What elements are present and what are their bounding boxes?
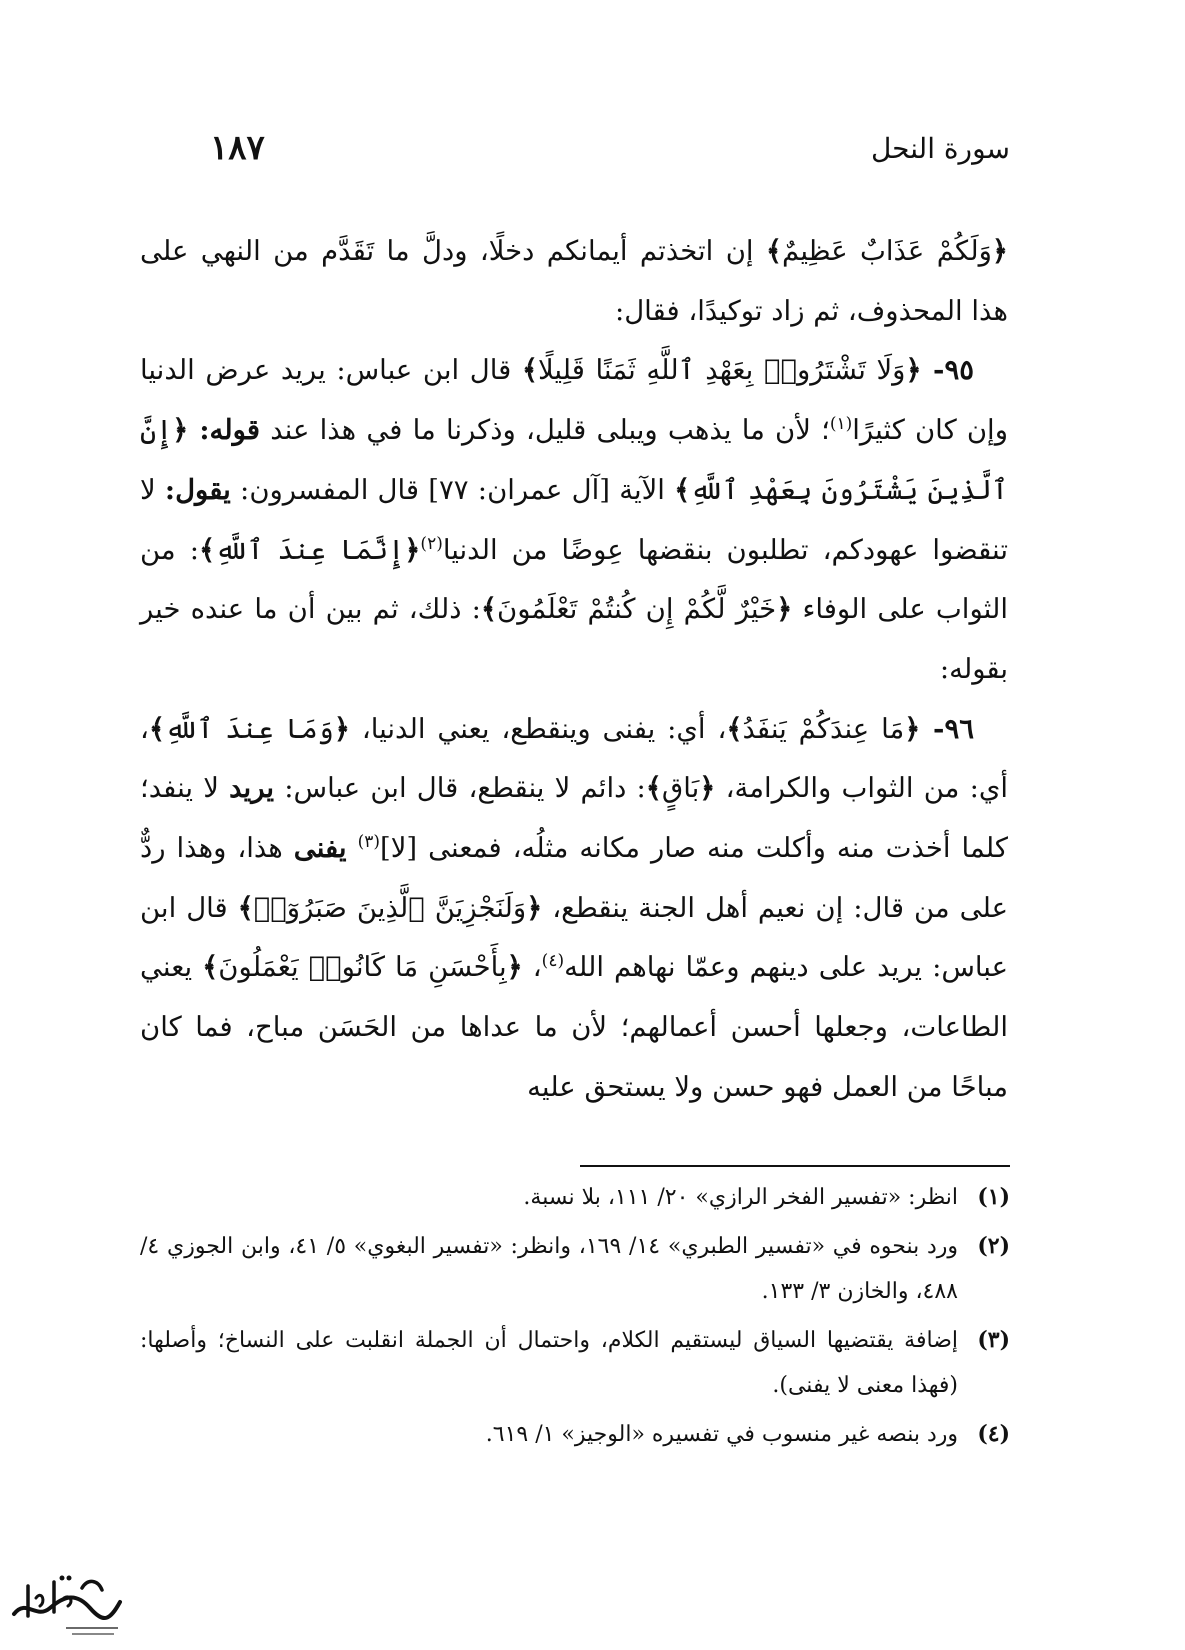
footnote-mark: (٤) [977,1421,1010,1447]
quran-quote: مَا عِندَكُمْ يَنفَدُ [742,712,905,745]
bold-term: قوله: [188,414,261,447]
quran-quote: وَلَنَجْزِيَنَّ ٱلَّذِينَ صَبَرُوٓا۟ [253,891,527,924]
quran-open-bracket: ﴿ [526,891,543,924]
quran-open-bracket: ﴿ [404,533,421,566]
footnotes [140,1175,1010,1461]
quran-close-bracket: ﴾ [645,772,662,805]
footnote-text: انظر: «تفسير الفخر الرازي» ٢٠/ ١١١، بلا نسبة. [523,1185,958,1210]
body-text-run: لا ينفد؛ كلما أخذت منه وأكلت منه صار مكانه مثلُه، فمعنى [لا] [140,772,1009,865]
quran-quote: وَلَكُمْ عَذَابٌ عَظِيمٌ [782,235,992,267]
quran-open-bracket: ﴿ [699,772,716,805]
quran-quote: وَلَا تَشْتَرُوا۟ بِعَهْدِ ٱللَّهِ ثَمَنًا قَلِيلًا [537,354,906,387]
footnote-separator [580,1165,1010,1167]
quran-open-bracket: ﴿ [776,593,793,626]
quran-close-bracket: ﴾ [765,235,783,267]
bold-term: يفنى [293,832,347,865]
footnote-ref[interactable]: (١) [829,413,853,434]
verse-number: ٩٦- [920,712,974,745]
quran-close-bracket: ﴾ [237,891,254,924]
bold-term: يقول: [164,473,231,506]
quran-open-bracket: ﴿ [991,235,1008,267]
footnote-3 [140,1318,1010,1408]
footnote-text: إضافة يقتضيها السياق ليستقيم الكلام، واحتمال أن الجملة انقلبت على النساخ؛ وأصلها: (فهذا معنى لا يفنى). [140,1328,958,1398]
body-text-run: يعني الطاعات، وجعلها أحسن أعمالهم؛ لأن ما عداها من الحَسَن مباح، فما كان مباحًا من العمل فهو حسن ولا يستحق عليه [140,951,1008,1103]
quran-close-bracket: ﴾ [521,354,538,387]
quran-quote: بِأَحْسَنِ مَا كَانُوا۟ يَعْمَلُونَ [218,951,507,984]
quran-open-bracket: ﴿ [333,712,350,745]
body-text-run: : من الثواب على الوفاء [140,533,1008,626]
paragraph-1 [140,222,1008,341]
body-text-run: إن اتخذتم أيمانكم دخلًا، ودلَّ ما تَقَدَّم من النهي على هذا المحذوف، ثم زاد توكيدًا، فقال: [140,235,1008,327]
quran-quote: إِنَّمَا عِندَ ٱللَّهِ [215,533,405,566]
verse-number: ٩٥- [921,354,974,387]
quran-close-bracket: ﴾ [726,712,743,745]
quran-quote: إِنَّ ٱلَّذِينَ يَشْتَرُونَ بِعَهْدِ ٱللَّهِ [140,414,1009,506]
body-text-run: : دائم لا ينقطع، قال ابن عباس: [274,772,646,805]
body-text-run: ، [522,951,542,984]
quran-quote: وَمَا عِندَ ٱللَّهِ [165,712,334,745]
footnote-ref[interactable]: (٣) [357,831,380,852]
surah-title: سورة النحل [870,132,1010,165]
page-number: ١٨٧ [210,128,265,168]
quran-open-bracket: ﴿ [506,951,523,984]
body-text-run: ، أي: من الثواب والكرامة، [140,712,1008,805]
quran-close-bracket: ﴾ [148,712,166,745]
page-header [140,128,1010,178]
footnote-mark: (١) [977,1184,1010,1210]
footnote-mark: (٢) [977,1233,1010,1259]
body-text-run: ؛ لأن ما يذهب ويبلى قليل، وذكرنا ما في هذا عند [260,414,830,447]
footnote-ref[interactable]: (٤) [541,951,565,972]
paragraph-verse-96 [140,700,1008,1118]
bold-term: يريد [229,772,275,805]
publisher-logo [6,1568,126,1640]
footnote-text: ورد بنصه غير منسوب في تفسيره «الوجيز» ١/ ٦١٩. [485,1422,958,1447]
footnote-ref[interactable]: (٢) [420,533,443,554]
quran-close-bracket: ﴾ [198,533,216,566]
body-text-run: الآية [آل عمران: ٧٧] قال المفسرون: [230,473,675,506]
main-text [140,222,1008,1118]
quran-open-bracket: ﴿ [172,414,189,447]
body-text-run: قال ابن عباس: يريد عرض الدنيا وإن كان كثيرًا [140,354,1008,447]
quran-open-bracket: ﴿ [905,354,922,387]
quran-close-bracket: ﴾ [202,951,219,984]
footnote-mark: (٣) [977,1327,1010,1353]
footnote-text: ورد بنحوه في «تفسير الطبري» ١٤/ ١٦٩، وانظر: «تفسير البغوي» ٥/ ٤١، وابن الجوزي ٤/ ٤٨٨، والخازن ٣/ ١٣٣. [140,1234,959,1304]
paragraph-verse-95 [140,341,1008,699]
footnote-1 [140,1175,1010,1220]
quran-quote: بَاقٍ [661,772,700,805]
body-text-run: لا تنقضوا عهودكم، تطلبون بنقضها عِوضًا من الدنيا [140,473,1008,566]
body-text-run: هذا، وهذا ردٌّ على من قال: إن نعيم أهل الجنة ينقطع، [140,832,1009,924]
quran-close-bracket: ﴾ [480,593,498,626]
body-text-run: ، أي: يفنى وينقطع، يعني الدنيا، [349,712,727,745]
quran-quote: خَيْرٌ لَّكُمْ إِن كُنتُمْ تَعْلَمُونَ [497,593,777,626]
footnote-2 [140,1224,1010,1314]
body-text-run [347,832,358,864]
body-text-run: : ذلك، ثم بين أن ما عنده خير بقوله: [140,593,1008,685]
quran-open-bracket: ﴿ [904,712,921,745]
footnote-4 [140,1412,1010,1457]
body-text-run: قال ابن عباس: يريد على دينهم وعمّا نهاهم الله [140,891,1009,984]
quran-close-bracket: ﴾ [674,473,691,506]
